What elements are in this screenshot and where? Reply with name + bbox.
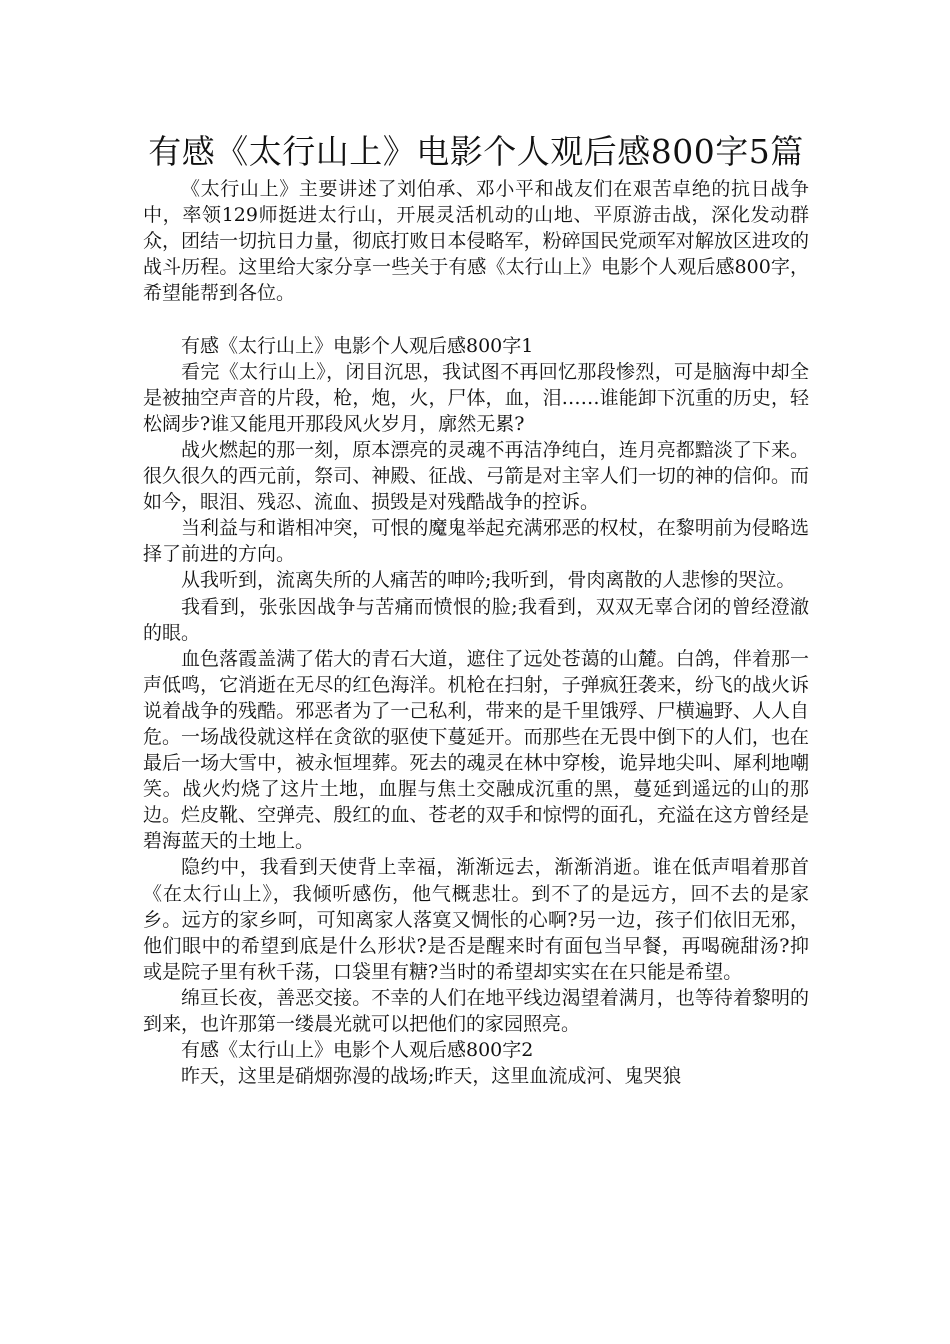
section-heading-2: 有感《太行山上》电影个人观后感800字2: [181, 1039, 534, 1062]
document-title: 有感《太行山上》电影个人观后感800字5篇: [148, 132, 804, 171]
paragraph: 隐约中，我看到天使背上幸福，渐渐远去，渐渐消逝。谁在低声唱着那首《在太行山上》，我倾听感伤，他气概悲壮。到不了的是远方，回不去的是家乡。远方的家乡呵，可知离家人落寞又惆怅的心啊?另一边，孩子们依旧无邪，他们眼中的希望到底是什么形状?是否是醒来时有面包当早餐，再喝碗甜汤?抑或是院子里有秋千荡，口袋里有糖?当时的希望却实实在在只能是希望。: [143, 856, 809, 983]
paragraph: 昨天，这里是硝烟弥漫的战场;昨天，这里血流成河、鬼哭狼: [181, 1065, 682, 1088]
paragraph: 绵亘长夜，善恶交接。不幸的人们在地平线边渴望着满月，也等待着黎明的到来，也许那第一缕晨光就可以把他们的家园照亮。: [143, 986, 809, 1035]
paragraph: 看完《太行山上》，闭目沉思，我试图不再回忆那段惨烈，可是脑海中却全是被抽空声音的片段，枪，炮，火，尸体，血，泪……谁能卸下沉重的历史，轻松阔步?谁又能甩开那段风火岁月，廓然无累?: [143, 360, 809, 435]
intro-paragraph: 《太行山上》主要讲述了刘伯承、邓小平和战友们在艰苦卓绝的抗日战争中，率领129师挺进太行山，开展灵活机动的山地、平原游击战，深化发动群众，团结一切抗日力量，彻底打败日本侵略军，粉碎国民党顽军对解放区进攻的战斗历程。这里给大家分享一些关于有感《太行山上》电影个人观后感800字，希望能帮到各位。: [143, 178, 809, 305]
paragraph: 从我听到，流离失所的人痛苦的呻吟;我听到，骨肉离散的人悲惨的哭泣。: [181, 569, 796, 592]
document-page: [143, 128, 809, 1089]
blank-line: [143, 306, 809, 332]
paragraph: 我看到，张张因战争与苦痛而愤恨的脸;我看到，双双无辜合闭的曾经澄澈的眼。: [143, 595, 809, 644]
section-heading-1: 有感《太行山上》电影个人观后感800字1: [181, 334, 534, 357]
paragraph: 当利益与和谐相冲突，可恨的魔鬼举起充满邪恶的权杖，在黎明前为侵略选择了前进的方向。: [143, 517, 809, 566]
paragraph: 战火燃起的那一刻，原本漂亮的灵魂不再洁净纯白，连月亮都黯淡了下来。很久很久的西元前，祭司、神殿、征战、弓箭是对主宰人们一切的神的信仰。而如今，眼泪、残忍、流血、损毁是对残酷战争的控诉。: [143, 438, 809, 514]
paragraph: 血色落霞盖满了偌大的青石大道，遮住了远处苍蔼的山麓。白鸽，伴着那一声低鸣，它消逝在无尽的红色海洋。机枪在扫射，子弹疯狂袭来，纷飞的战火诉说着战争的残酷。邪恶者为了一己私利，带来的是千里饿殍、尸横遍野、人人自危。一场战役就这样在贪欲的驱使下蔓延开。而那些在无畏中倒下的人们，也在最后一场大雪中，被永恒埋葬。死去的魂灵在林中穿梭，诡异地尖叫、犀利地嘲笑。战火灼烧了这片土地，血腥与焦土交融成沉重的黑，蔓延到遥远的山的那边。烂皮靴、空弹壳、殷红的血、苍老的双手和惊愕的面孔，充溢在这方曾经是碧海蓝天的土地上。: [143, 647, 809, 853]
